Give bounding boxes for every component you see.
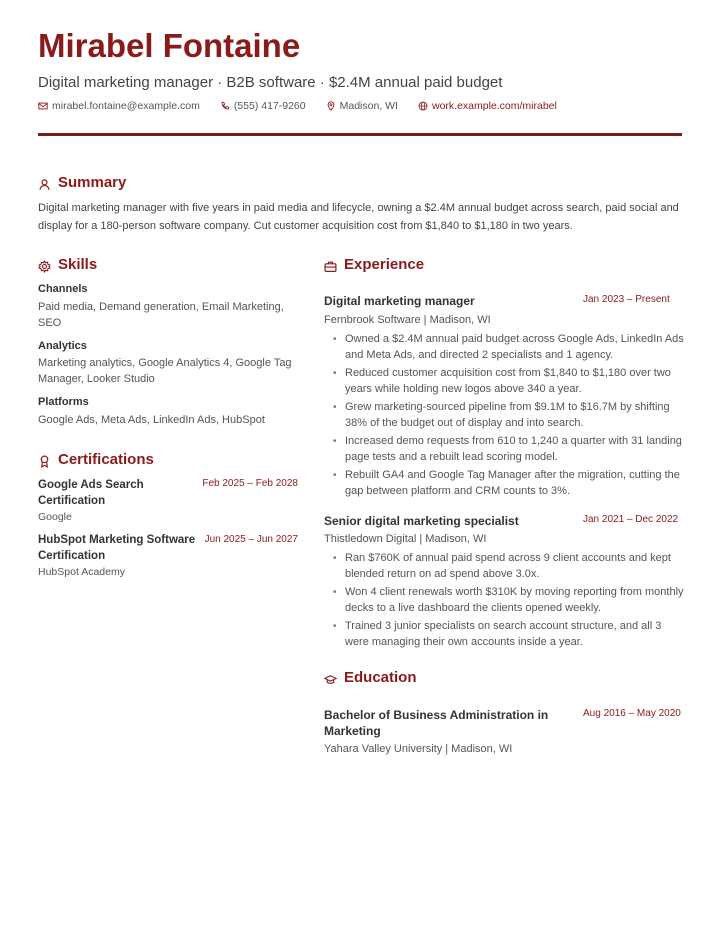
header-divider (38, 133, 682, 136)
job-bullet: • Trained 3 junior specialists on search account structure, and all 3 were managing their own accounts inside a year. (324, 619, 686, 650)
cert-issuer: HubSpot Academy (38, 566, 125, 578)
job-bullet: • Ran $760K of annual paid spend across 9 client accounts and kept blended return on ad spend above 3.0x. (324, 551, 686, 582)
person-icon (38, 178, 51, 191)
contact-bar (38, 100, 577, 112)
contact-location (326, 100, 398, 112)
skills-heading-text: Skills (58, 256, 98, 273)
candidate-tagline: Digital marketing manager · B2B software · $2.4M annual paid budget (38, 74, 503, 91)
summary-text: Digital marketing manager with five years in paid media and lifecycle, owning a $2.4M annual budget across search, paid social and display for a 180-person software company. Cut customer acquisition cost from $1,840 to $1,180 in two years. (38, 202, 679, 232)
contact-location-text: Madison, WI (339, 100, 398, 112)
job-dates: Jan 2021 – Dec 2022 (583, 514, 679, 525)
cert-issuer: Google (38, 511, 72, 523)
contact-phone[interactable] (220, 100, 306, 112)
skill-list-analytics: Marketing analytics, Google Analytics 4, Google Tag Manager, Looker Studio (38, 357, 292, 385)
job-title: Senior digital marketing specialist (324, 514, 519, 528)
certifications-heading-text: Certifications (58, 451, 154, 468)
job-bullet: • Grew marketing-sourced pipeline from $9.1M to $16.7M by shifting 38% of the budget out of display and into search. (324, 400, 686, 431)
award-ribbon-icon (38, 455, 51, 468)
skill-category-platforms: Platforms (38, 396, 89, 408)
experience-heading (324, 256, 424, 273)
job-bullet: • Rebuilt GA4 and Google Tag Manager after the migration, cutting the gap between platform and CRM counts to 3%. (324, 468, 686, 499)
globe-icon (418, 101, 428, 111)
job-bullet: • Won 4 client renewals worth $310K by moving reporting from monthly decks to a live dashboard the clients opened weekly. (324, 585, 686, 616)
contact-website[interactable] (418, 100, 557, 112)
summary-heading (38, 174, 126, 191)
job-employer: Thistledown Digital | Madison, WI (324, 533, 487, 545)
contact-email-text: mirabel.fontaine@example.com (52, 100, 200, 112)
summary-heading-text: Summary (58, 174, 127, 191)
skill-list-platforms: Google Ads, Meta Ads, LinkedIn Ads, HubSpot (38, 414, 265, 426)
contact-email[interactable] (38, 100, 200, 112)
cert-name: Google Ads Search Certification (38, 479, 144, 507)
skill-category-analytics: Analytics (38, 340, 87, 352)
job-bullet: • Increased demo requests from 610 to 1,240 a quarter with 31 landing page tests and a rebuilt lead scoring model. (324, 434, 686, 465)
contact-phone-text: (555) 417-9260 (233, 100, 306, 112)
school-name: Yahara Valley University | Madison, WI (324, 743, 513, 755)
graduation-cap-icon (324, 673, 337, 686)
skills-heading (38, 256, 97, 273)
experience-heading-text: Experience (344, 256, 425, 273)
gear-icon (38, 260, 51, 273)
degree-title: Bachelor of Business Administration in Marketing (324, 708, 549, 738)
map-pin-icon (326, 101, 336, 111)
mail-icon (38, 101, 48, 111)
skill-list-channels: Paid media, Demand generation, Email Marketing, SEO (38, 301, 284, 329)
certifications-heading (38, 451, 154, 468)
cert-dates: Feb 2025 – Feb 2028 (202, 478, 298, 489)
phone-icon (220, 101, 230, 111)
job-bullets (324, 551, 686, 653)
job-bullet: • Reduced customer acquisition cost from $1,840 to $1,180 over two years while holding new logos above 340 a year. (324, 366, 686, 397)
job-bullet: • Owned a $2.4M annual paid budget across Google Ads, LinkedIn Ads and Meta Ads, and directed 2 specialists and 1 agency. (324, 332, 686, 363)
cert-name: HubSpot Marketing Software Certification (38, 534, 196, 562)
job-bullets (324, 332, 686, 502)
education-heading-text: Education (344, 669, 417, 686)
candidate-name: Mirabel Fontaine (38, 27, 301, 64)
briefcase-icon (324, 260, 337, 273)
cert-dates: Jun 2025 – Jun 2027 (204, 534, 298, 545)
job-dates: Jan 2023 – Present (583, 294, 670, 305)
skill-category-channels: Channels (38, 283, 88, 295)
contact-website-link[interactable]: work.example.com/mirabel (431, 100, 557, 112)
job-title: Digital marketing manager (324, 294, 475, 308)
job-employer: Fernbrook Software | Madison, WI (324, 314, 491, 326)
education-dates: Aug 2016 – May 2020 (583, 708, 681, 719)
education-heading (324, 669, 417, 686)
